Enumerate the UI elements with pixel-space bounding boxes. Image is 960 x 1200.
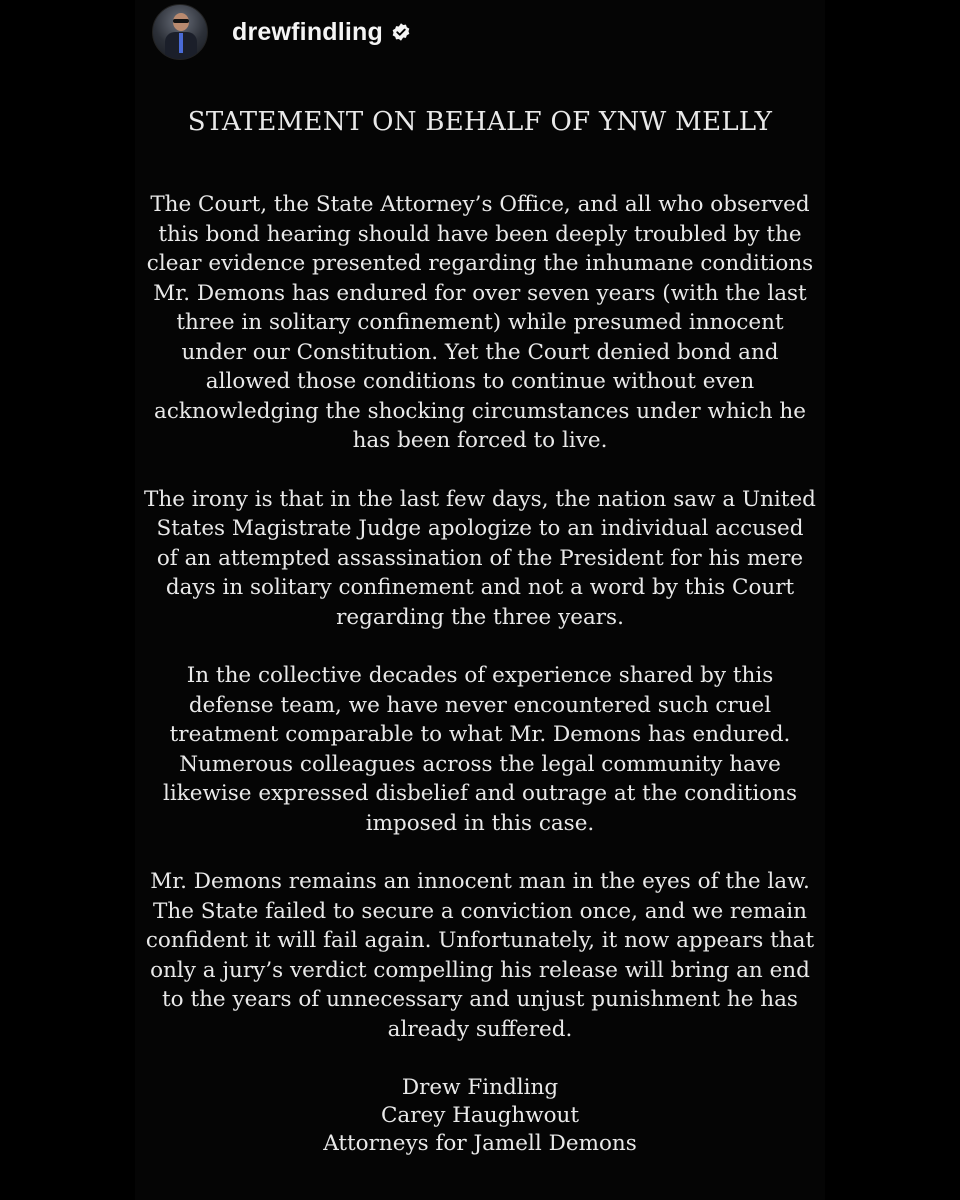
username-link[interactable]: drewfindling xyxy=(232,17,383,46)
signature-name-2: Carey Haughwout xyxy=(380,1103,580,1128)
verified-badge-icon xyxy=(391,22,411,42)
statement-body xyxy=(135,100,825,1158)
signature-name-1: Drew Findling xyxy=(401,1075,559,1100)
statement-title: STATEMENT ON BEHALF OF YNW MELLY xyxy=(187,107,773,137)
statement-paragraph-3: In the collective decades of experience shared by this defense team, we have never encountered such cruel treatment comparable to what Mr. Demons has endured. Numerous colleagues across the legal community have likewise expressed disbelief and outrage at the conditions imposed in this case. xyxy=(162,663,798,836)
signature-role: Attorneys for Jamell Demons xyxy=(323,1131,637,1156)
profile-avatar-icon[interactable] xyxy=(152,4,208,60)
statement-paragraph-1: The Court, the State Attorney’s Office, and all who observed this bond hearing should have been deeply troubled by the clear evidence presented regarding the inhumane conditions Mr. Demons has endured for over seven years (with the last three in solitary confinement) while presumed innocent under our Constitution. Yet the Court denied bond and allowed those conditions to continue without even acknowledging the shocking circumstances under which he has been forced to live. xyxy=(146,192,814,453)
post-header xyxy=(152,4,411,60)
signature-block xyxy=(135,1074,825,1158)
statement-paragraph-2: The irony is that in the last few days, the nation saw a United States Magistrate Judge apologize to an individual accused of an attempted assassination of the President for his mere days in solitary confinement and not a word by this Court regarding the three years. xyxy=(144,486,816,630)
statement-paragraph-4: Mr. Demons remains an innocent man in the eyes of the law. The State failed to secure a conviction once, and we remain confident it will fail again. Unfortunately, it now appears that only a jury’s verdict compelling his release will bring an end to the years of unnecessary and unjust punishment he has already suffered. xyxy=(145,869,815,1042)
